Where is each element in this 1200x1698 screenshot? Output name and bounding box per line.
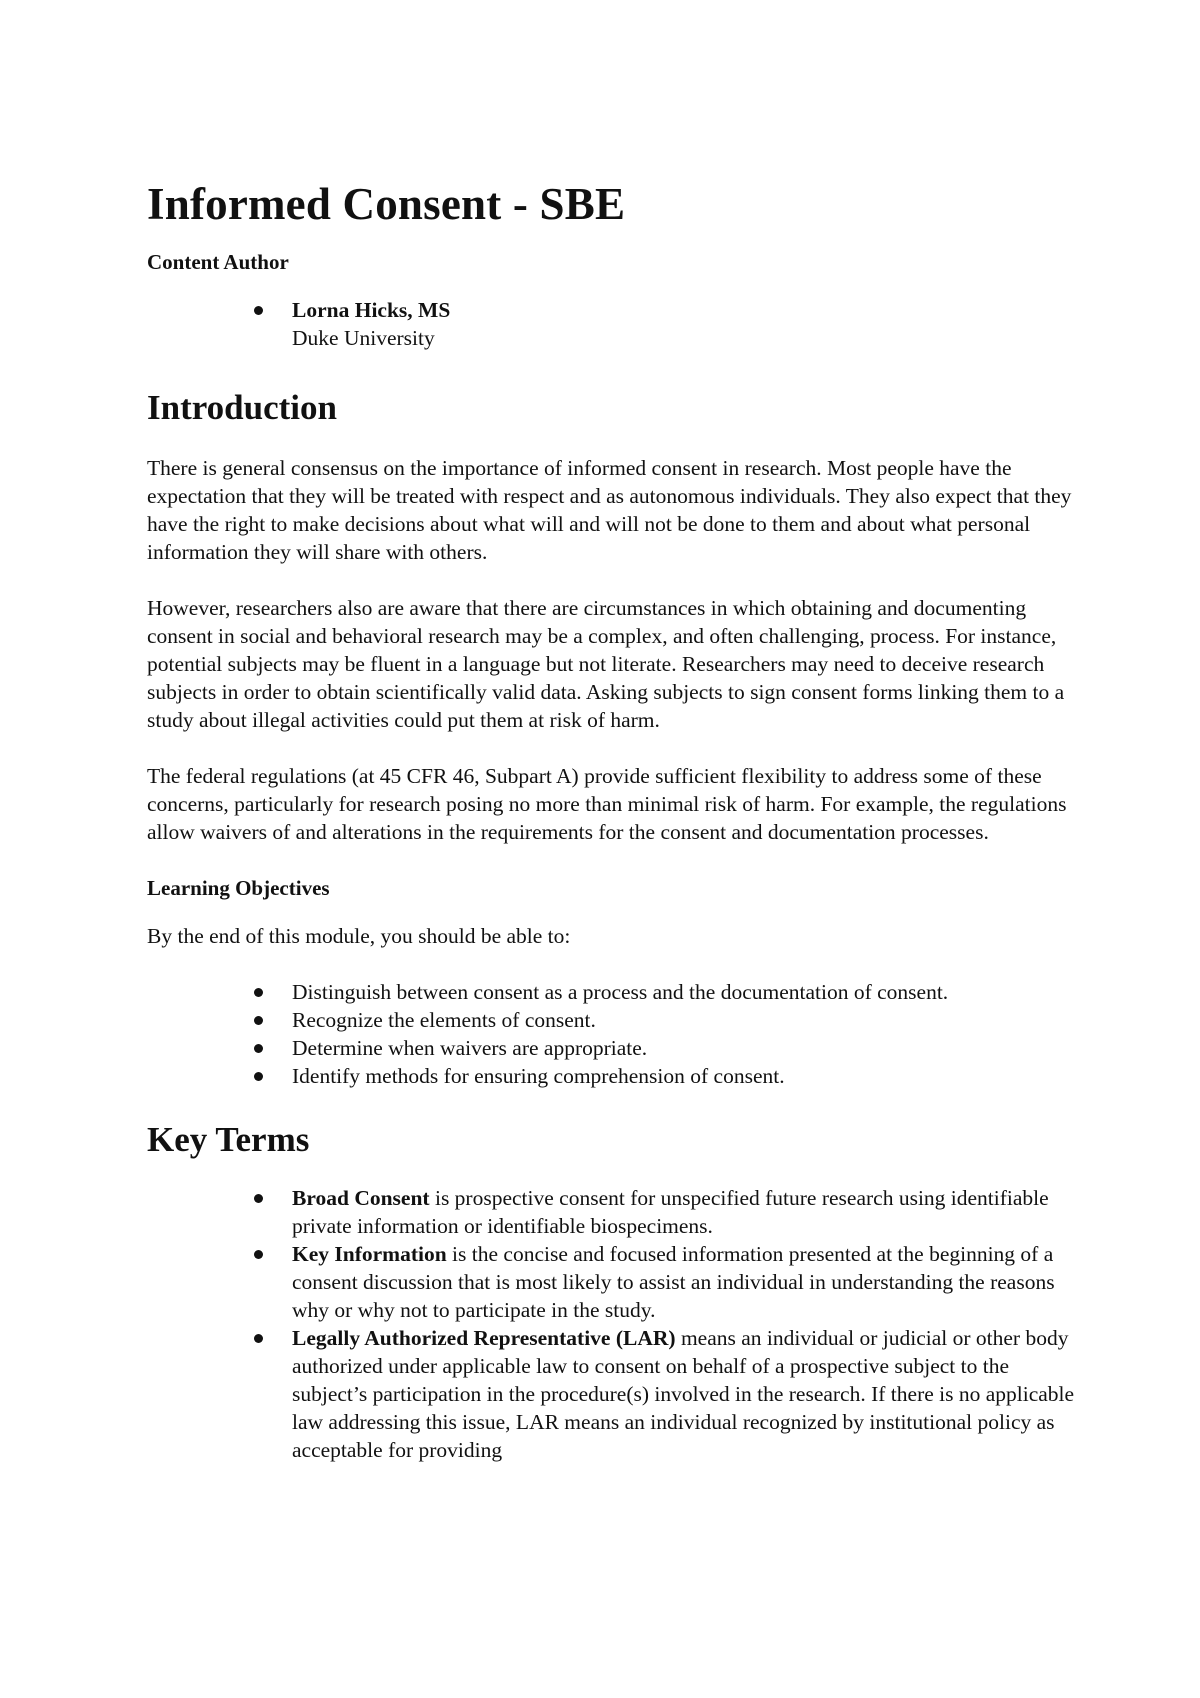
bullet-icon — [254, 306, 263, 315]
objective-text: Distinguish between consent as a process and the documentation of consent. — [292, 980, 949, 1004]
key-term-definition: is prospective consent for unspecified future research using identifiable private information or identifiable biospecimens. — [292, 1186, 1049, 1238]
introduction-heading: Introduction — [147, 388, 337, 427]
author-name: Lorna Hicks, MS — [292, 298, 451, 322]
bullet-icon — [254, 1250, 263, 1259]
objective-item — [292, 1006, 1077, 1034]
key-term-definition: is the concise and focused information presented at the beginning of a consent discussion that is most likely to assist an individual in understanding the reasons why or why not to participate in the study. — [292, 1242, 1055, 1322]
key-term-item — [292, 1240, 1077, 1324]
author-affiliation: Duke University — [292, 326, 435, 350]
key-term-name: Key Information — [292, 1242, 447, 1266]
objective-item — [292, 1062, 1077, 1090]
bullet-icon — [254, 1194, 263, 1203]
bullet-icon — [254, 1044, 263, 1053]
bullet-icon — [254, 988, 263, 997]
learning-objectives-heading: Learning Objectives — [147, 876, 330, 900]
key-terms-list — [147, 1184, 1077, 1464]
bullet-icon — [254, 1072, 263, 1081]
document-page — [147, 176, 1077, 1492]
objective-text: Recognize the elements of consent. — [292, 1008, 596, 1032]
content-author-heading: Content Author — [147, 250, 289, 274]
learning-objectives-lead: By the end of this module, you should be able to: — [147, 924, 571, 948]
bullet-icon — [254, 1334, 263, 1343]
objective-item — [292, 1034, 1077, 1062]
author-item — [292, 296, 1077, 352]
learning-objectives-list — [147, 978, 1077, 1090]
bullet-icon — [254, 1016, 263, 1025]
objective-text: Identify methods for ensuring comprehension of consent. — [292, 1064, 785, 1088]
document-title: Informed Consent - SBE — [147, 179, 626, 229]
intro-paragraph: The federal regulations (at 45 CFR 46, Subpart A) provide sufficient flexibility to address some of these concerns, particularly for research posing no more than minimal risk of harm. For example, the regulations allow waivers of and alterations in the requirements for the consent and documentation processes. — [147, 764, 1067, 844]
objective-text: Determine when waivers are appropriate. — [292, 1036, 648, 1060]
intro-paragraph: There is general consensus on the importance of informed consent in research. Most people have the expectation that they will be treated with respect and as autonomous individuals. They also expect that they have the right to make decisions about what will and will not be done to them and about what personal information they will share with others. — [147, 456, 1072, 564]
key-term-item — [292, 1324, 1077, 1464]
objective-item — [292, 978, 1077, 1006]
key-term-name: Broad Consent — [292, 1186, 430, 1210]
author-list — [147, 296, 1077, 352]
key-term-item — [292, 1184, 1077, 1240]
intro-paragraph: However, researchers also are aware that there are circumstances in which obtaining and documenting consent in social and behavioral research may be a complex, and often challenging, process. For instance, potential subjects may be fluent in a language but not literate. Researchers may need to deceive research subjects in order to obtain scientifically valid data. Asking subjects to sign consent forms linking them to a study about illegal activities could put them at risk of harm. — [147, 596, 1065, 732]
key-term-name: Legally Authorized Representative (LAR) — [292, 1326, 676, 1350]
key-term-definition: means an individual or judicial or other body authorized under applicable law to consent on behalf of a prospective subject to the subject’s participation in the procedure(s) involved in the research. If there is no applicable law addressing this issue, LAR means an individual recognized by institutional policy as acceptable for providing — [292, 1326, 1075, 1462]
key-terms-heading: Key Terms — [147, 1120, 310, 1159]
